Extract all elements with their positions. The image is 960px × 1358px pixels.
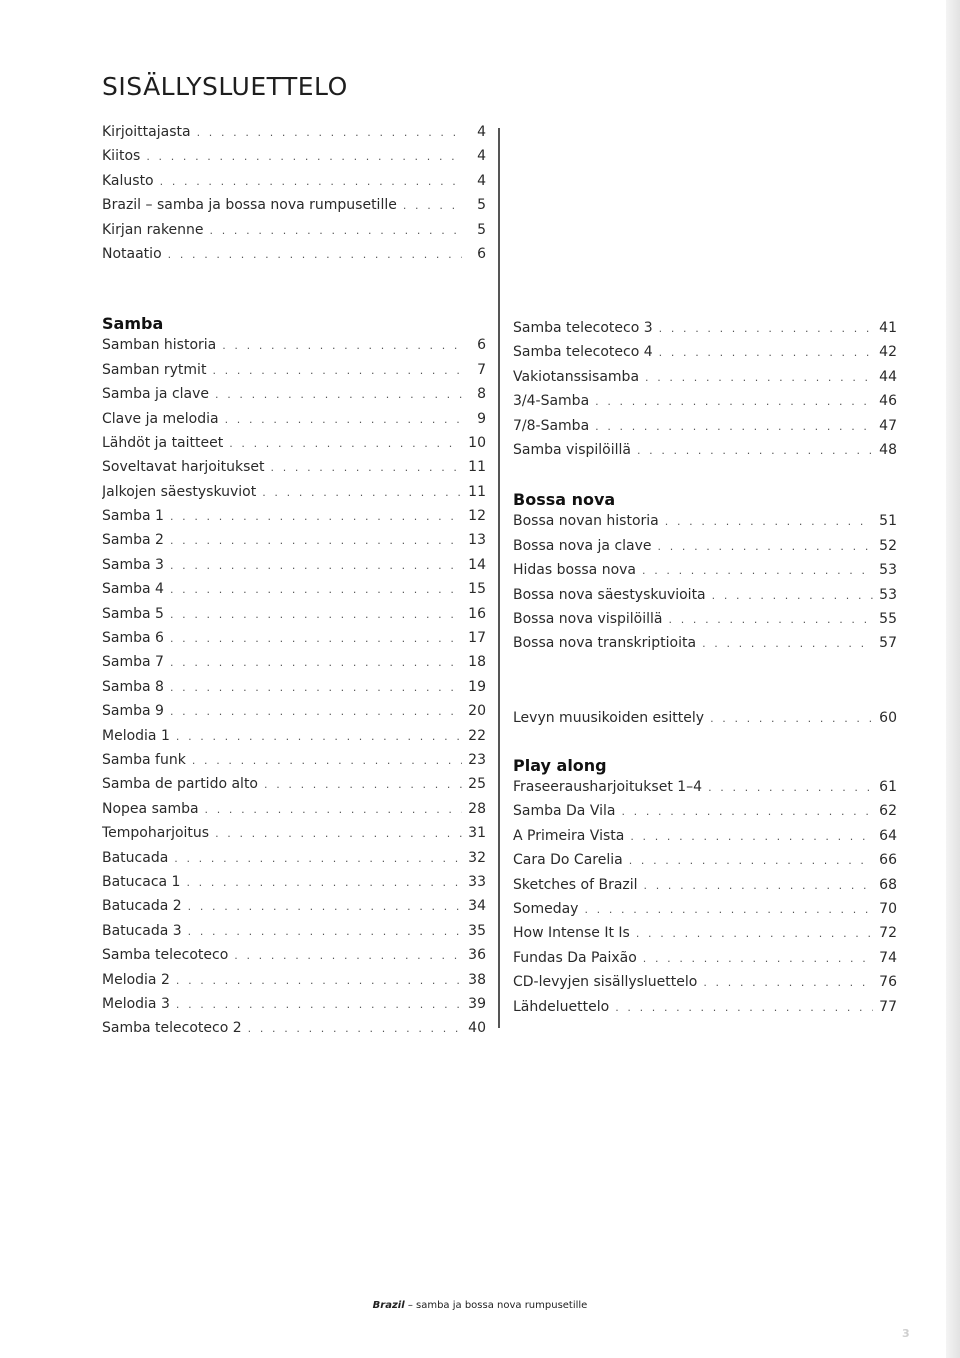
toc-entry-title: Samba 1 bbox=[102, 508, 164, 525]
toc-entry-page: 12 bbox=[468, 508, 486, 525]
toc-entry-title: Samba 7 bbox=[102, 654, 164, 671]
toc-intro-list bbox=[102, 124, 486, 270]
toc-entry[interactable] bbox=[513, 999, 897, 1023]
leader-dots bbox=[659, 322, 873, 335]
toc-entry[interactable] bbox=[102, 222, 486, 246]
toc-entry[interactable] bbox=[102, 654, 486, 678]
leader-dots bbox=[621, 805, 873, 818]
leader-dots bbox=[708, 781, 873, 794]
leader-dots bbox=[225, 413, 462, 426]
page-title: SISÄLLYSLUETTELO bbox=[102, 72, 348, 101]
toc-entry-title: Samba telecoteco bbox=[102, 947, 229, 964]
toc-entry-title: Bossa nova ja clave bbox=[513, 537, 652, 554]
toc-entry[interactable] bbox=[102, 947, 486, 971]
toc-entry-title: Vakiotanssisamba bbox=[513, 368, 640, 385]
toc-entry-title: Samba 2 bbox=[102, 532, 164, 549]
toc-entry[interactable] bbox=[513, 320, 897, 344]
toc-entry[interactable] bbox=[102, 411, 486, 435]
toc-entry[interactable] bbox=[102, 173, 486, 197]
leader-dots bbox=[210, 224, 462, 237]
leader-dots bbox=[636, 927, 873, 940]
toc-entry[interactable] bbox=[513, 974, 897, 998]
toc-entry[interactable] bbox=[102, 337, 486, 361]
toc-entry-page: 52 bbox=[879, 537, 897, 554]
toc-entry[interactable] bbox=[102, 1020, 486, 1044]
leader-dots bbox=[665, 515, 873, 528]
toc-entry-page: 60 bbox=[879, 709, 897, 726]
toc-entry-page: 5 bbox=[477, 197, 486, 214]
page-footer bbox=[0, 1300, 960, 1311]
leader-dots bbox=[403, 199, 462, 212]
toc-entry[interactable] bbox=[102, 776, 486, 800]
toc-entry-title: How Intense It Is bbox=[513, 925, 630, 942]
toc-entry-title: Nopea samba bbox=[102, 800, 199, 817]
toc-entry-page: 46 bbox=[879, 393, 897, 410]
leader-dots bbox=[170, 510, 462, 523]
leader-dots bbox=[170, 632, 462, 645]
toc-entry[interactable] bbox=[102, 459, 486, 483]
toc-entry-page: 25 bbox=[468, 776, 486, 793]
leader-dots bbox=[215, 827, 462, 840]
leader-dots bbox=[168, 248, 462, 261]
toc-entry[interactable] bbox=[513, 635, 897, 659]
column-divider bbox=[498, 128, 500, 1028]
leader-dots bbox=[160, 175, 462, 188]
toc-entry[interactable] bbox=[102, 825, 486, 849]
toc-entry-page: 16 bbox=[468, 605, 486, 622]
toc-entry-title: CD-levyjen sisällysluettelo bbox=[513, 974, 698, 991]
leader-dots bbox=[712, 589, 873, 602]
toc-right-column bbox=[513, 320, 897, 1023]
toc-entry[interactable] bbox=[513, 803, 897, 827]
toc-entry-page: 38 bbox=[468, 971, 486, 988]
toc-entry-page: 40 bbox=[468, 1020, 486, 1037]
toc-entry-page: 64 bbox=[879, 827, 897, 844]
toc-playalong-list bbox=[513, 779, 897, 1023]
toc-entry-title: A Primeira Vista bbox=[513, 827, 625, 844]
leader-dots bbox=[703, 976, 873, 989]
toc-entry-title: Melodia 2 bbox=[102, 971, 170, 988]
leader-dots bbox=[170, 608, 462, 621]
toc-entry[interactable] bbox=[513, 369, 897, 393]
toc-entry[interactable] bbox=[102, 508, 486, 532]
toc-entry-page: 53 bbox=[879, 586, 897, 603]
leader-dots bbox=[176, 730, 462, 743]
toc-entry[interactable] bbox=[513, 562, 897, 586]
toc-entry-page: 31 bbox=[468, 825, 486, 842]
toc-entry-title: Samba 8 bbox=[102, 678, 164, 695]
toc-entry-page: 62 bbox=[879, 803, 897, 820]
leader-dots bbox=[205, 803, 462, 816]
leader-dots bbox=[234, 949, 462, 962]
toc-entry-title: 3/4-Samba bbox=[513, 393, 590, 410]
toc-entry[interactable] bbox=[513, 901, 897, 925]
toc-entry-page: 35 bbox=[468, 922, 486, 939]
toc-entry-title: Soveltavat harjoitukset bbox=[102, 459, 265, 476]
toc-entry[interactable] bbox=[513, 587, 897, 611]
toc-entry[interactable] bbox=[513, 513, 897, 537]
toc-entry-page: 15 bbox=[468, 581, 486, 598]
toc-entry-page: 4 bbox=[477, 172, 486, 189]
toc-entry[interactable] bbox=[102, 435, 486, 459]
toc-entry-title: Kirjan rakenne bbox=[102, 221, 204, 238]
toc-samba-list bbox=[102, 337, 486, 1044]
toc-entry-page: 48 bbox=[879, 441, 897, 458]
leader-dots bbox=[197, 126, 462, 139]
toc-entry[interactable] bbox=[513, 538, 897, 562]
toc-entry-page: 19 bbox=[468, 678, 486, 695]
toc-entry-page: 13 bbox=[468, 532, 486, 549]
toc-entry-title: Hidas bossa nova bbox=[513, 562, 636, 579]
toc-entry-page: 4 bbox=[477, 148, 486, 165]
leader-dots bbox=[615, 1001, 873, 1014]
leader-dots bbox=[584, 903, 873, 916]
leader-dots bbox=[710, 712, 873, 725]
toc-entry[interactable] bbox=[102, 850, 486, 874]
toc-entry-page: 66 bbox=[879, 852, 897, 869]
toc-entry-page: 41 bbox=[879, 320, 897, 336]
leader-dots bbox=[629, 854, 873, 867]
leader-dots bbox=[271, 461, 462, 474]
toc-entry-page: 11 bbox=[468, 459, 486, 476]
toc-entry[interactable] bbox=[513, 828, 897, 852]
leader-dots bbox=[669, 613, 874, 626]
page-edge-shadow bbox=[946, 0, 960, 1358]
toc-entry-title: Samban rytmit bbox=[102, 361, 207, 378]
leader-dots bbox=[170, 705, 462, 718]
toc-entry-title: Samba 3 bbox=[102, 556, 164, 573]
toc-entry-page: 6 bbox=[477, 337, 486, 354]
toc-entry[interactable] bbox=[513, 877, 897, 901]
toc-entry-title: Batucaca 1 bbox=[102, 873, 181, 890]
leader-dots bbox=[645, 371, 873, 384]
toc-entry[interactable] bbox=[513, 779, 897, 803]
leader-dots bbox=[215, 388, 462, 401]
toc-entry[interactable] bbox=[102, 197, 486, 221]
toc-entry-page: 70 bbox=[879, 901, 897, 918]
leader-dots bbox=[222, 339, 462, 352]
toc-entry[interactable] bbox=[513, 393, 897, 417]
leader-dots bbox=[248, 1022, 462, 1035]
toc-entry-page: 51 bbox=[879, 513, 897, 530]
toc-entry[interactable] bbox=[513, 611, 897, 635]
toc-entry-page: 6 bbox=[477, 245, 486, 262]
leader-dots bbox=[264, 778, 462, 791]
toc-entry-title: Lähdöt ja taitteet bbox=[102, 434, 224, 451]
toc-entry-page: 77 bbox=[879, 998, 897, 1015]
toc-entry-page: 36 bbox=[468, 947, 486, 964]
toc-entry[interactable] bbox=[102, 532, 486, 556]
toc-entry-title: Bossa nova säestyskuvioita bbox=[513, 586, 706, 603]
toc-entry-title: Batucada 2 bbox=[102, 898, 182, 915]
toc-entry-page: 39 bbox=[468, 995, 486, 1012]
leader-dots bbox=[643, 952, 873, 965]
toc-entry-title: Notaatio bbox=[102, 245, 162, 262]
toc-entry-page: 34 bbox=[468, 898, 486, 915]
toc-entry-title: Samba 6 bbox=[102, 630, 164, 647]
toc-entry-page: 8 bbox=[477, 386, 486, 403]
leader-dots bbox=[595, 395, 873, 408]
toc-entry[interactable] bbox=[102, 606, 486, 630]
toc-bossa-list bbox=[513, 513, 897, 659]
leader-dots bbox=[170, 559, 462, 572]
toc-entry-title: Kiitos bbox=[102, 148, 141, 165]
toc-entry[interactable] bbox=[102, 484, 486, 508]
toc-entry[interactable] bbox=[102, 972, 486, 996]
toc-entry-title: Sketches of Brazil bbox=[513, 876, 638, 893]
section-heading-play-along: Play along bbox=[513, 756, 607, 776]
toc-entry[interactable] bbox=[513, 950, 897, 974]
toc-entry[interactable] bbox=[102, 246, 486, 270]
toc-entry-title: Levyn muusikoiden esittely bbox=[513, 709, 705, 726]
toc-entry-page: 7 bbox=[477, 361, 486, 378]
leader-dots bbox=[170, 681, 462, 694]
toc-entry-title: Samba de partido alto bbox=[102, 776, 258, 793]
toc-entry-title: Samba 4 bbox=[102, 581, 164, 598]
leader-dots bbox=[642, 564, 873, 577]
leader-dots bbox=[659, 346, 873, 359]
leader-dots bbox=[170, 534, 462, 547]
toc-entry-levy[interactable] bbox=[513, 710, 897, 734]
toc-entry[interactable] bbox=[513, 852, 897, 876]
toc-entry-title: Samba telecoteco 3 bbox=[513, 320, 653, 336]
toc-entry[interactable] bbox=[102, 148, 486, 172]
toc-entry-title: Clave ja melodia bbox=[102, 410, 219, 427]
toc-entry[interactable] bbox=[102, 752, 486, 776]
toc-entry-title: Kalusto bbox=[102, 172, 154, 189]
leader-dots bbox=[170, 583, 462, 596]
toc-entry-title: Kirjoittajasta bbox=[102, 124, 191, 140]
toc-entry-page: 18 bbox=[468, 654, 486, 671]
leader-dots bbox=[146, 150, 462, 163]
toc-entry-title: Samba funk bbox=[102, 751, 186, 768]
leader-dots bbox=[595, 420, 873, 433]
toc-entry-title: Samba telecoteco 2 bbox=[102, 1020, 242, 1037]
leader-dots bbox=[262, 486, 462, 499]
toc-entry-page: 44 bbox=[879, 368, 897, 385]
toc-left-column bbox=[102, 124, 486, 1045]
leader-dots bbox=[212, 364, 462, 377]
toc-entry[interactable] bbox=[102, 362, 486, 386]
toc-entry-page: 47 bbox=[879, 417, 897, 434]
toc-entry-title: Samba 9 bbox=[102, 703, 164, 720]
footer-brand: Brazil bbox=[372, 1300, 405, 1311]
toc-entry-title: Samba ja clave bbox=[102, 386, 210, 403]
toc-entry-title: Samba telecoteco 4 bbox=[513, 344, 653, 361]
leader-dots bbox=[176, 974, 462, 987]
toc-entry-title: Fraseerausharjoitukset 1–4 bbox=[513, 779, 703, 796]
toc-entry-page: 61 bbox=[879, 779, 897, 796]
toc-entry[interactable] bbox=[102, 923, 486, 947]
toc-entry-title: Batucada bbox=[102, 849, 169, 866]
toc-entry-page: 42 bbox=[879, 344, 897, 361]
toc-entry-title: Cara Do Carelia bbox=[513, 852, 623, 869]
page-number: 3 bbox=[902, 1327, 910, 1340]
footer-subtitle: – samba ja bossa nova rumpusetille bbox=[404, 1300, 588, 1311]
toc-entry-title: Melodia 3 bbox=[102, 995, 170, 1012]
toc-entry[interactable] bbox=[102, 874, 486, 898]
toc-entry-title: Bossa nova vispilöillä bbox=[513, 610, 663, 627]
leader-dots bbox=[170, 656, 462, 669]
leader-dots bbox=[702, 637, 873, 650]
leader-dots bbox=[186, 876, 462, 889]
toc-entry-title: Samba Da Vila bbox=[513, 803, 616, 820]
leader-dots bbox=[630, 830, 873, 843]
toc-entry-title: Samba 5 bbox=[102, 605, 164, 622]
toc-entry[interactable] bbox=[102, 557, 486, 581]
toc-entry-page: 22 bbox=[468, 727, 486, 744]
toc-entry-title: Jalkojen säestyskuviot bbox=[102, 483, 257, 500]
toc-entry-title: Lähdeluettelo bbox=[513, 998, 610, 1015]
leader-dots bbox=[176, 998, 462, 1011]
leader-dots bbox=[644, 879, 873, 892]
toc-entry[interactable] bbox=[102, 801, 486, 825]
toc-entry[interactable] bbox=[513, 925, 897, 949]
toc-entry[interactable] bbox=[102, 996, 486, 1020]
toc-entry-page: 14 bbox=[468, 556, 486, 573]
toc-entry-page: 55 bbox=[879, 610, 897, 627]
toc-entry[interactable] bbox=[102, 630, 486, 654]
leader-dots bbox=[188, 925, 462, 938]
toc-entry-title: Samban historia bbox=[102, 337, 217, 354]
toc-entry[interactable] bbox=[513, 344, 897, 368]
toc-entry-page: 4 bbox=[477, 124, 486, 140]
toc-samba-continued-list bbox=[513, 320, 897, 466]
toc-entry-page: 10 bbox=[468, 434, 486, 451]
toc-entry-page: 20 bbox=[468, 703, 486, 720]
leader-dots bbox=[174, 852, 462, 865]
toc-entry-page: 72 bbox=[879, 925, 897, 942]
toc-entry-title: Someday bbox=[513, 901, 579, 918]
toc-entry-page: 11 bbox=[468, 483, 486, 500]
toc-entry-page: 57 bbox=[879, 635, 897, 652]
toc-entry-page: 76 bbox=[879, 974, 897, 991]
toc-entry-title: Bossa nova transkriptioita bbox=[513, 635, 697, 652]
toc-entry-page: 32 bbox=[468, 849, 486, 866]
toc-entry-page: 23 bbox=[468, 751, 486, 768]
toc-entry[interactable] bbox=[102, 728, 486, 752]
toc-entry-title: Samba vispilöillä bbox=[513, 441, 631, 458]
toc-entry-title: Fundas Da Paixão bbox=[513, 949, 637, 966]
toc-entry-page: 9 bbox=[477, 410, 486, 427]
leader-dots bbox=[658, 540, 873, 553]
toc-entry[interactable] bbox=[102, 679, 486, 703]
leader-dots bbox=[192, 754, 462, 767]
toc-entry-page: 33 bbox=[468, 873, 486, 890]
toc-entry-title: 7/8-Samba bbox=[513, 417, 590, 434]
toc-entry-page: 17 bbox=[468, 630, 486, 647]
toc-entry-title: Batucada 3 bbox=[102, 922, 182, 939]
toc-entry[interactable] bbox=[102, 898, 486, 922]
toc-entry-page: 5 bbox=[477, 221, 486, 238]
toc-entry[interactable] bbox=[102, 124, 486, 148]
toc-entry-page: 74 bbox=[879, 949, 897, 966]
toc-entry-title: Bossa novan historia bbox=[513, 513, 659, 530]
toc-entry-title: Tempoharjoitus bbox=[102, 825, 210, 842]
toc-entry[interactable] bbox=[513, 418, 897, 442]
toc-entry[interactable] bbox=[102, 703, 486, 727]
toc-entry[interactable] bbox=[102, 581, 486, 605]
toc-entry-page: 53 bbox=[879, 562, 897, 579]
toc-entry[interactable] bbox=[102, 386, 486, 410]
toc-entry-title: Brazil – samba ja bossa nova rumpusetille bbox=[102, 197, 397, 214]
toc-entry[interactable] bbox=[513, 442, 897, 466]
leader-dots bbox=[188, 900, 462, 913]
section-heading-bossa-nova: Bossa nova bbox=[513, 490, 616, 510]
leader-dots bbox=[229, 437, 462, 450]
toc-entry-page: 68 bbox=[879, 876, 897, 893]
leader-dots bbox=[637, 444, 873, 457]
section-heading-samba: Samba bbox=[102, 314, 164, 334]
toc-entry-page: 28 bbox=[468, 800, 486, 817]
toc-entry-title: Melodia 1 bbox=[102, 727, 170, 744]
